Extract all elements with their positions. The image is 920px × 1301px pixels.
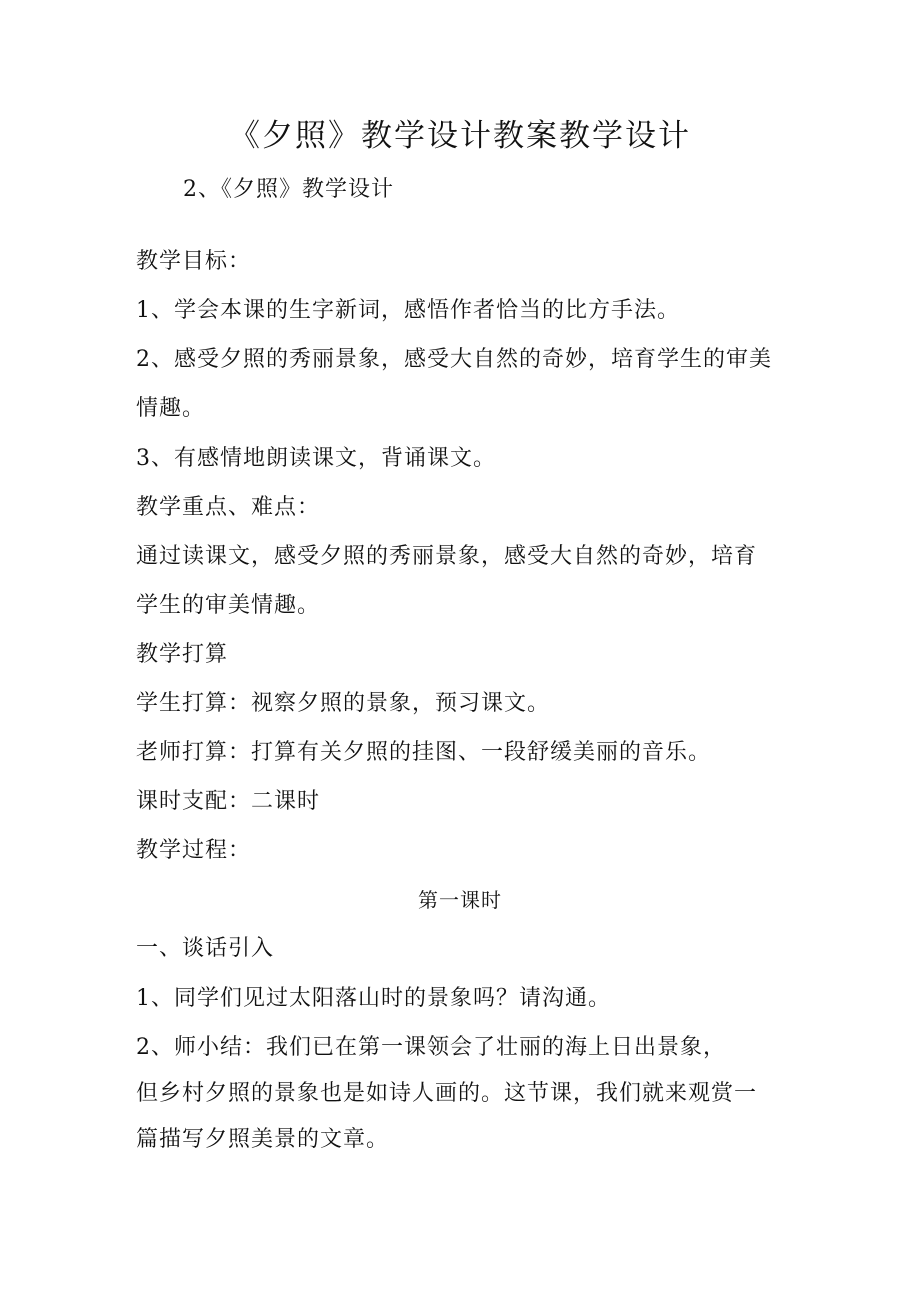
section-heading-goals: 教学目标： <box>136 249 252 274</box>
paragraph-line: 情趣。 <box>136 396 206 421</box>
paragraph-line: 1、同学们见过太阳落山时的景象吗？请沟通。 <box>136 986 611 1011</box>
paragraph-line: 学生的审美情趣。 <box>136 593 321 618</box>
paragraph-line: 1、学会本课的生字新词，感悟作者恰当的比方手法。 <box>136 298 680 323</box>
lesson-heading: 第一课时 <box>418 888 502 912</box>
paragraph-line: 但乡村夕照的景象也是如诗人画的。这节课，我们就来观赏一 <box>136 1081 758 1106</box>
document-title: 《夕照》教学设计教案教学设计 <box>229 118 691 154</box>
section-heading-preparation: 教学打算 <box>136 642 229 667</box>
document-subtitle: 2、《夕照》教学设计 <box>183 177 394 202</box>
paragraph-line: 老师打算：打算有关夕照的挂图、一段舒缓美丽的音乐。 <box>136 740 712 765</box>
paragraph-line: 2、师小结：我们已在第一课领会了壮丽的海上日出景象， <box>136 1035 726 1060</box>
paragraph-line: 课时支配：二课时 <box>136 789 321 814</box>
section-heading-process: 教学过程： <box>136 838 252 863</box>
section-heading-intro: 一、谈话引入 <box>136 936 275 961</box>
paragraph-line: 篇描写夕照美景的文章。 <box>136 1127 390 1152</box>
paragraph-line: 3、有感情地朗读课文，背诵课文。 <box>136 446 496 471</box>
paragraph-line: 学生打算：视察夕照的景象，预习课文。 <box>136 691 551 716</box>
paragraph-line: 2、感受夕照的秀丽景象，感受大自然的奇妙，培育学生的审美 <box>136 347 772 372</box>
paragraph-line: 通过读课文，感受夕照的秀丽景象，感受大自然的奇妙，培育 <box>136 544 758 569</box>
section-heading-key-points: 教学重点、难点： <box>136 495 321 520</box>
